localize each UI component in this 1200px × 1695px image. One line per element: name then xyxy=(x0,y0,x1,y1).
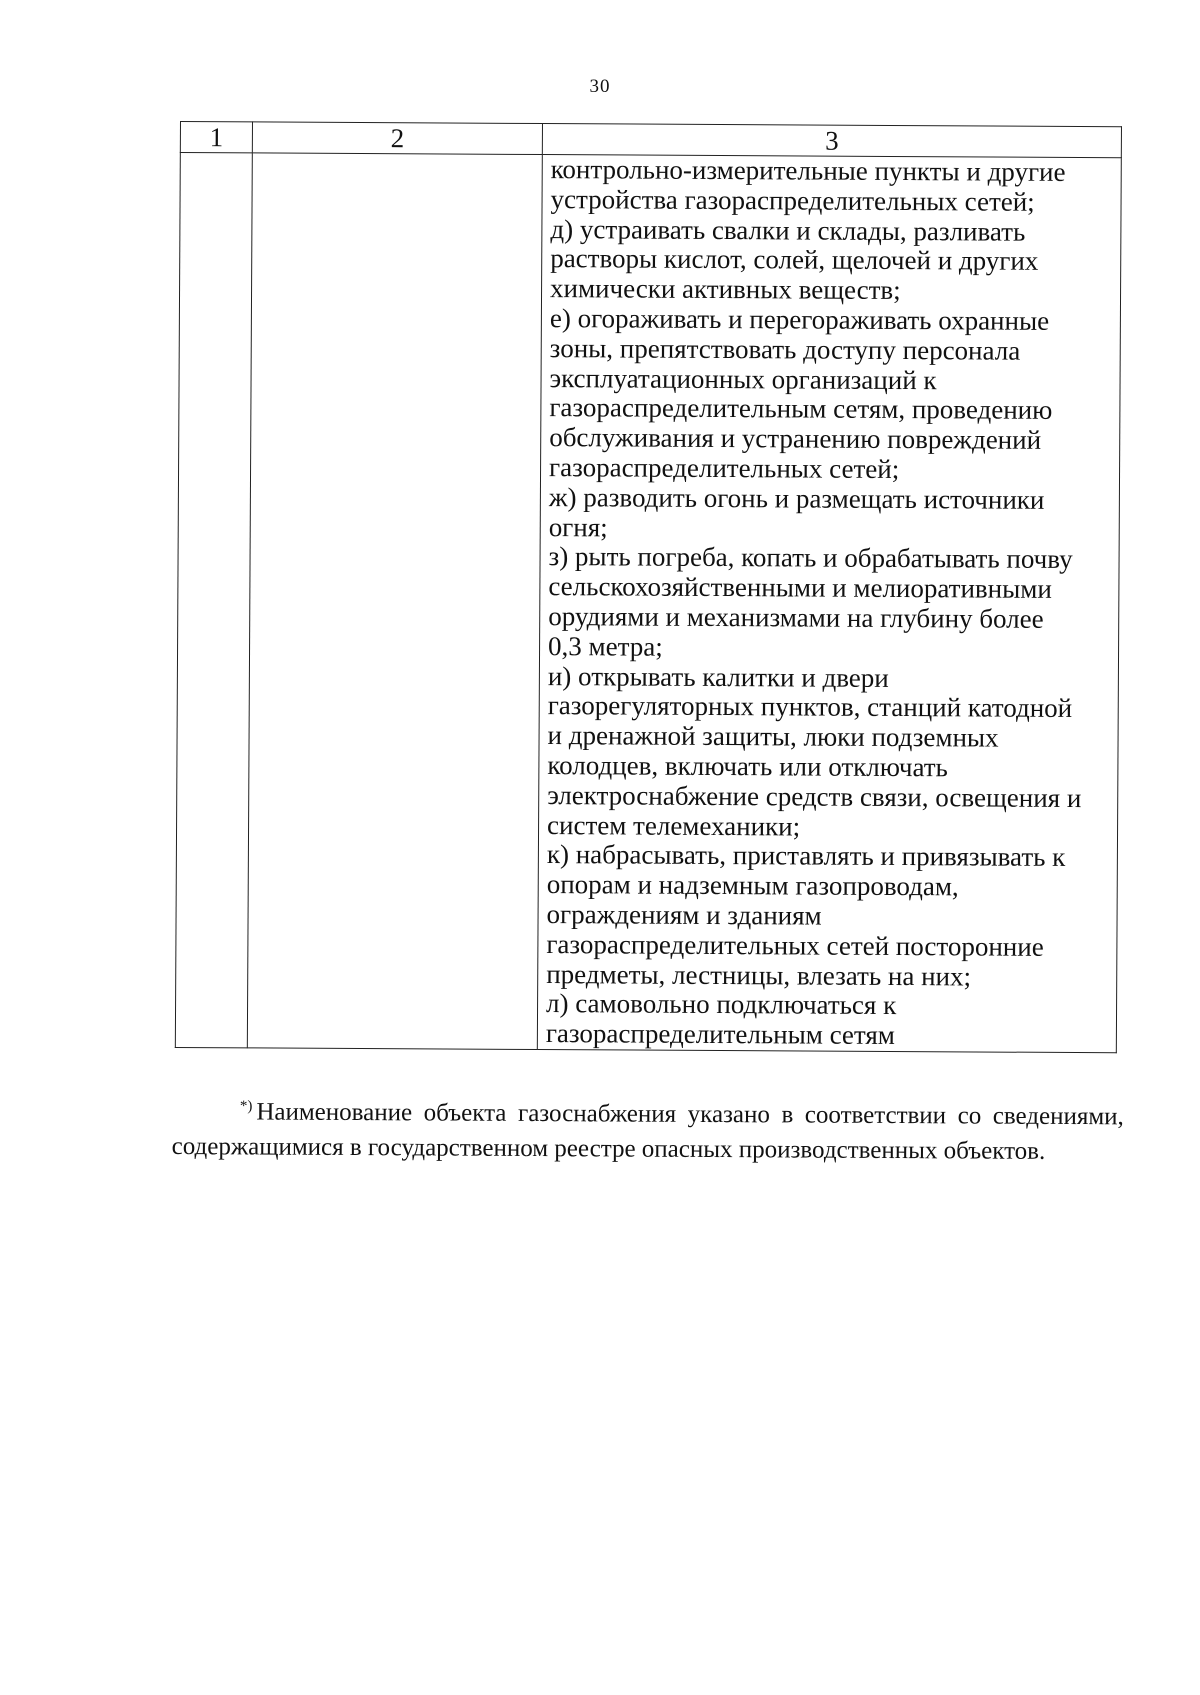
list-item-line: 0,3 метра; xyxy=(547,630,663,662)
list-item-line: ограждениям и зданиям xyxy=(546,898,822,931)
requirements-table xyxy=(175,121,1122,1053)
list-item-line: устройства газораспределительных сетей; xyxy=(550,183,1035,217)
list-item-line: электроснабжение средств связи, освещения и xyxy=(547,779,1082,813)
list-item-line: обслуживания и устранению повреждений xyxy=(549,422,1042,455)
list-item-line: д) устраивать свалки и склады, разливать xyxy=(550,213,1026,247)
list-item-line: ж) разводить огонь и размещать источники xyxy=(548,481,1045,515)
footnote-text: Наименование объекта газоснабжения указано в соответствии со сведениями, содержащимися в государственном реестре опасных производственных объектов. xyxy=(171,1098,1124,1165)
footnote-paragraph xyxy=(172,1089,1124,1169)
page-number: 30 xyxy=(589,76,611,97)
column-header-2: 2 xyxy=(252,122,542,155)
list-item-line: л) самовольно подключаться к xyxy=(545,988,897,1021)
list-item-line: контрольно-измерительные пункты и другие xyxy=(550,154,1066,187)
table-row xyxy=(175,153,1121,1053)
list-item-line: и дренажной защиты, люки подземных xyxy=(547,720,999,753)
list-item-line: растворы кислот, солей, щелочей и других xyxy=(550,243,1039,277)
list-item-line: газораспределительных сетей; xyxy=(548,452,900,484)
footnote-marker: *) xyxy=(239,1098,253,1115)
table-cell-col2 xyxy=(247,153,542,1050)
list-item-line: орудиями и механизмами на глубину более xyxy=(548,601,1044,634)
column-header-1: 1 xyxy=(180,122,252,153)
list-item-line: к) набрасывать, приставлять и привязывать к xyxy=(546,839,1066,873)
table-cell-col1 xyxy=(175,153,252,1048)
list-item-line: систем телемеханики; xyxy=(546,809,801,842)
list-item-line: сельскохозяйственными и мелиоративными xyxy=(548,571,1052,605)
list-item-line: зоны, препятствовать доступу персонала xyxy=(549,332,1021,366)
list-item-line: опорам и надземным газопроводам, xyxy=(546,869,959,902)
list-item-line: газорегуляторных пунктов, станций катодной xyxy=(547,690,1073,724)
list-item-line: эксплуатационных организаций к xyxy=(549,362,937,395)
footnote xyxy=(172,1089,1124,1169)
list-item-line: газораспределительным сетям xyxy=(545,1018,895,1051)
list-item-line: химически активных веществ; xyxy=(549,273,901,306)
list-item-line: предметы, лестницы, влезать на них; xyxy=(546,958,972,991)
list-item-line: е) огораживать и перегораживать охранные xyxy=(549,303,1050,336)
list-item-line: газораспределительных сетей посторонние xyxy=(546,928,1044,962)
list-item-line: з) рыть погреба, копать и обрабатывать почву xyxy=(548,541,1073,575)
prohibition-list xyxy=(538,155,1121,1052)
column-header-3: 3 xyxy=(542,124,1121,158)
list-item-line: и) открывать калитки и двери xyxy=(547,660,889,693)
list-item-line: огня; xyxy=(548,511,608,542)
table-cell-col3 xyxy=(537,155,1121,1053)
list-item-line: газораспределительным сетям, проведению xyxy=(549,392,1053,426)
list-item-line: колодцев, включать или отключать xyxy=(547,749,948,783)
